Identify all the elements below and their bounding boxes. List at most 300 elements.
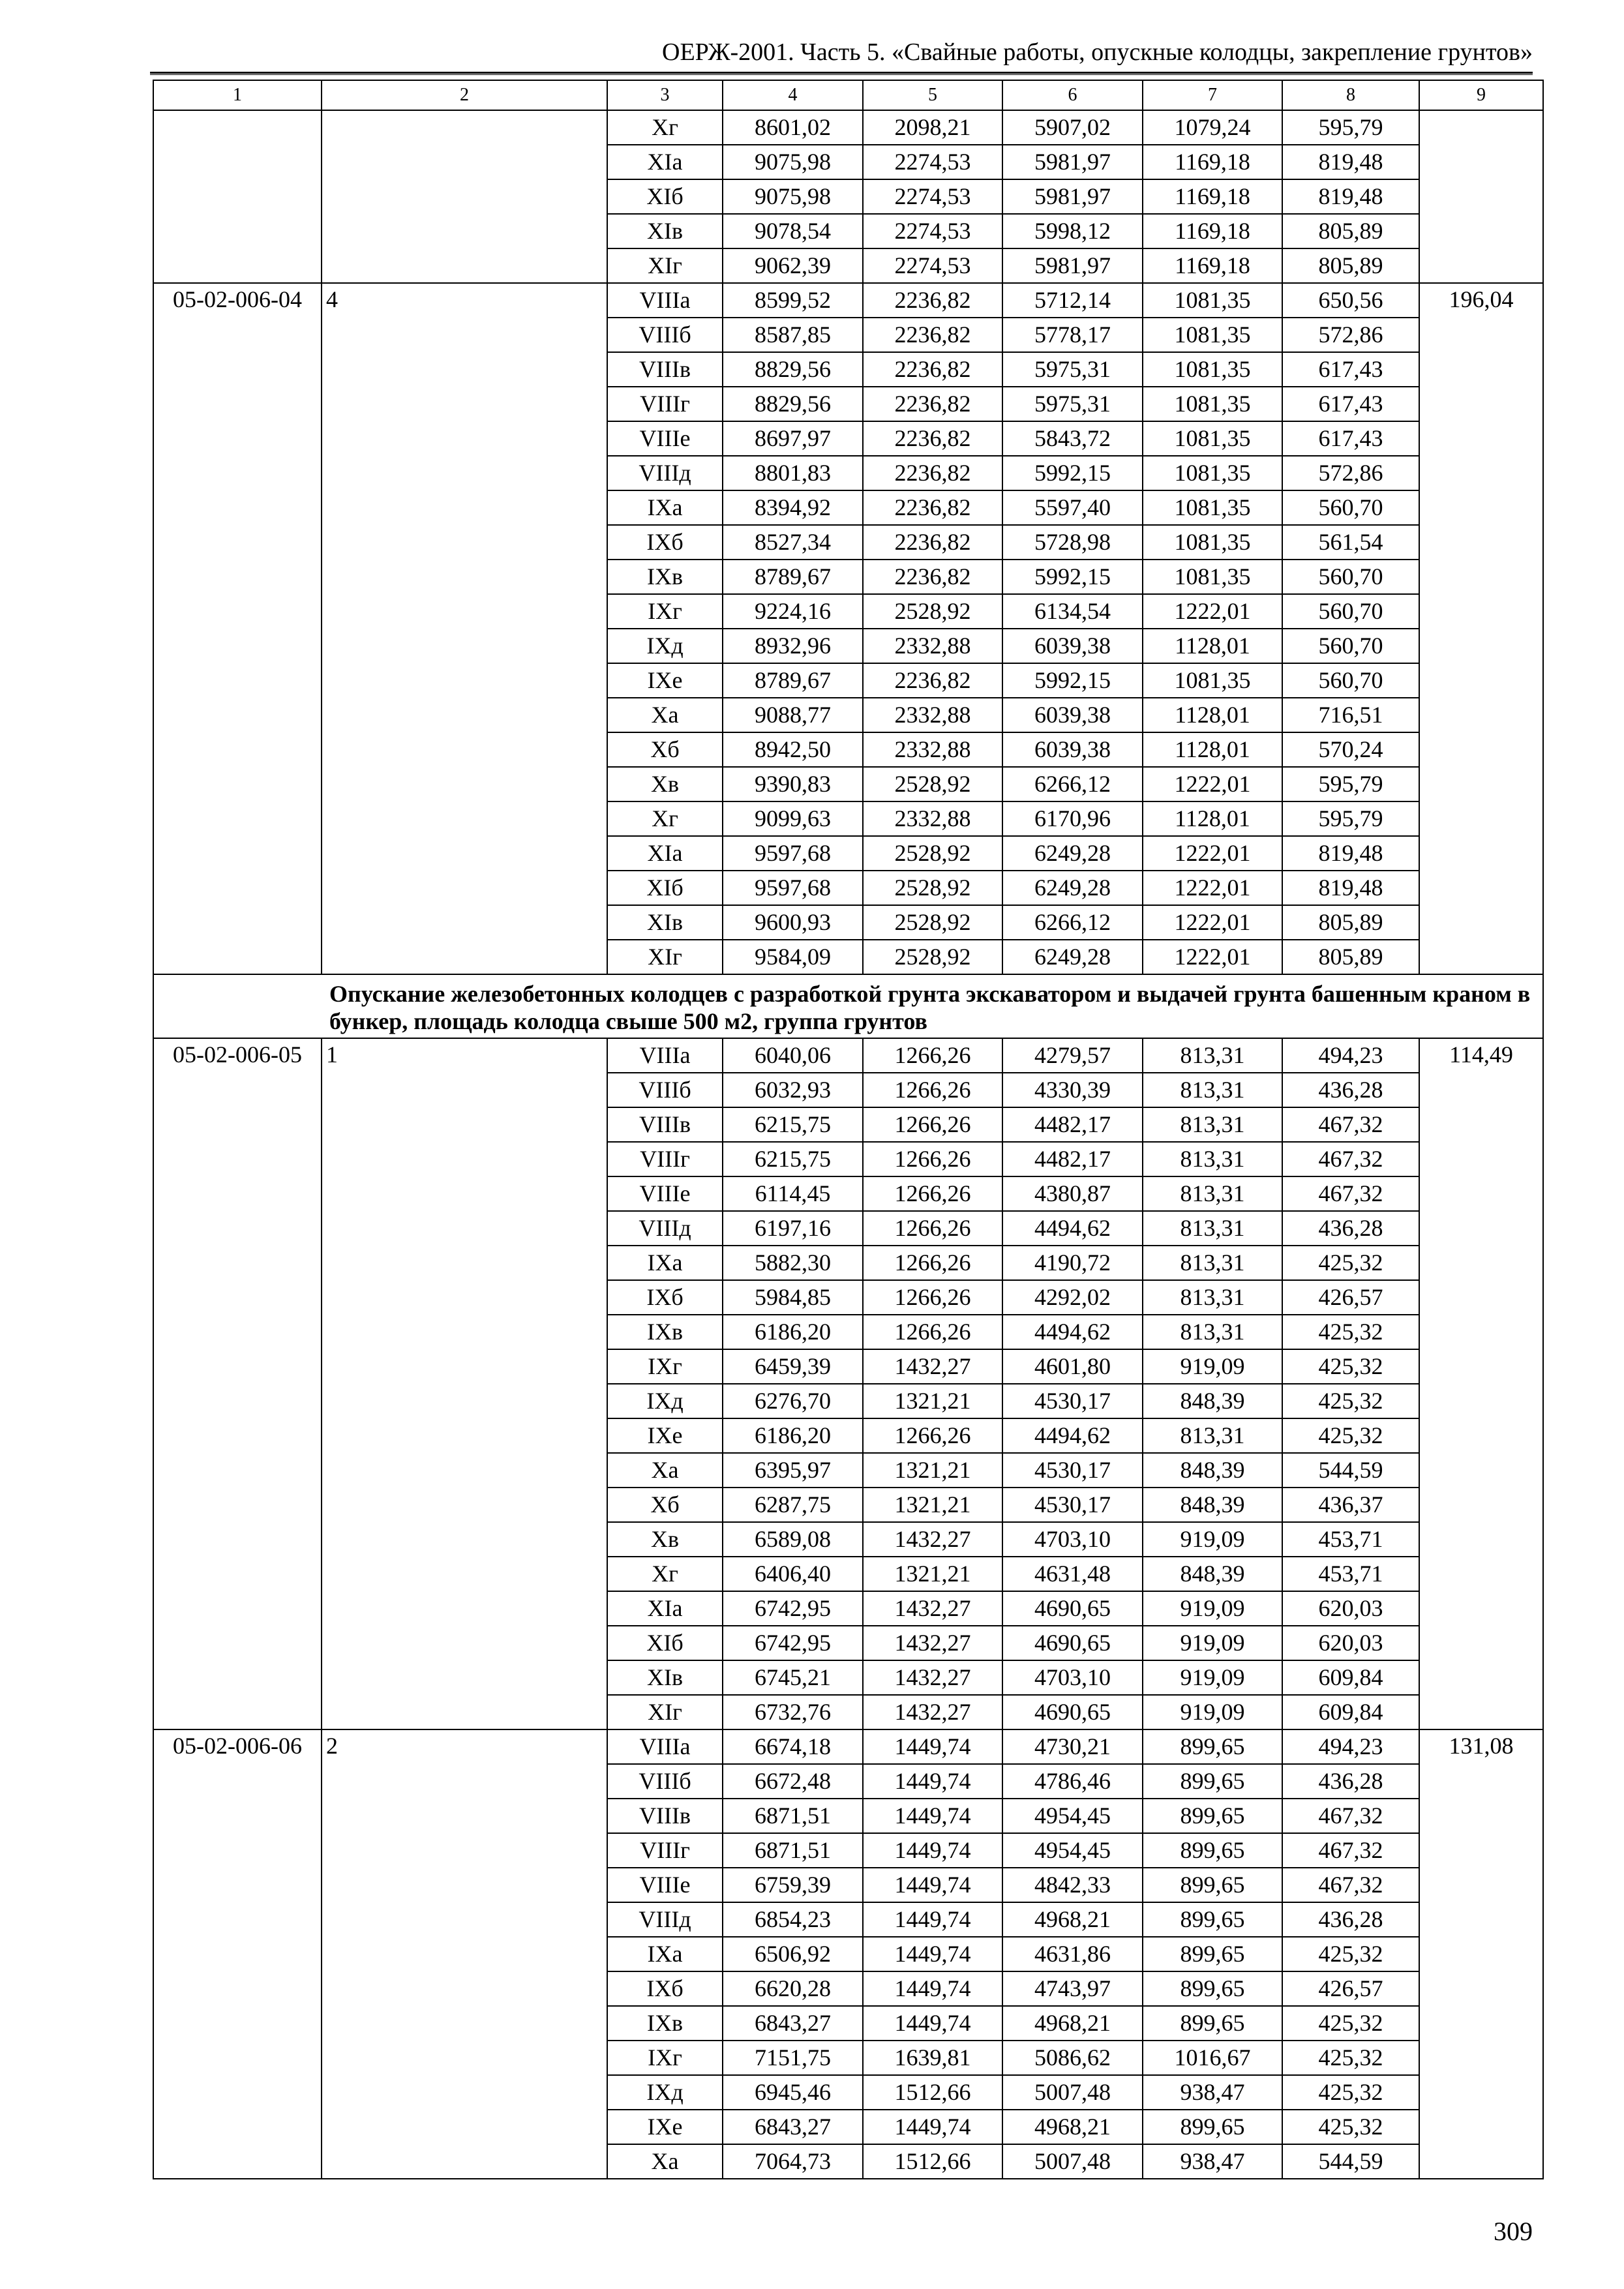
zone-cell: VIIIв	[607, 1107, 723, 1142]
total-cost-cell: 8829,56	[723, 352, 863, 387]
zone-cell: XIв	[607, 214, 723, 248]
materials-cost-cell: 426,57	[1282, 1971, 1419, 2006]
zone-cell: Xг	[607, 110, 723, 145]
machine-cost-cell: 4743,97	[1002, 1971, 1143, 2006]
labor-cost-cell: 2236,82	[863, 560, 1002, 594]
materials-cost-cell: 595,79	[1282, 801, 1419, 836]
operator-wage-cell: 919,09	[1143, 1660, 1282, 1695]
operator-wage-cell: 1222,01	[1143, 905, 1282, 940]
materials-cost-cell: 425,32	[1282, 1937, 1419, 1971]
soil-group	[322, 110, 607, 283]
column-number: 8	[1282, 80, 1419, 110]
zone-cell: VIIIе	[607, 1176, 723, 1211]
operator-wage-cell: 1128,01	[1143, 801, 1282, 836]
materials-cost-cell: 425,32	[1282, 2041, 1419, 2075]
operator-wage-cell: 899,65	[1143, 1729, 1282, 1764]
total-cost-cell: 8829,56	[723, 387, 863, 421]
labor-hours-cell: 114,49	[1419, 1038, 1543, 1729]
labor-cost-cell: 1449,74	[863, 1971, 1002, 2006]
total-cost-cell: 6215,75	[723, 1142, 863, 1176]
zone-cell: IXе	[607, 663, 723, 698]
labor-cost-cell: 2274,53	[863, 248, 1002, 283]
operator-wage-cell: 1081,35	[1143, 387, 1282, 421]
total-cost-cell: 9078,54	[723, 214, 863, 248]
materials-cost-cell: 467,32	[1282, 1107, 1419, 1142]
zone-cell: XIа	[607, 145, 723, 179]
total-cost-cell: 6945,46	[723, 2075, 863, 2110]
machine-cost-cell: 4730,21	[1002, 1729, 1143, 1764]
total-cost-cell: 6732,76	[723, 1695, 863, 1729]
labor-cost-cell: 1449,74	[863, 2006, 1002, 2041]
total-cost-cell: 8789,67	[723, 663, 863, 698]
materials-cost-cell: 425,32	[1282, 2075, 1419, 2110]
column-number: 9	[1419, 80, 1543, 110]
labor-cost-cell: 1449,74	[863, 1937, 1002, 1971]
zone-cell: VIIIе	[607, 1868, 723, 1902]
zone-cell: IXб	[607, 525, 723, 560]
materials-cost-cell: 560,70	[1282, 629, 1419, 663]
zone-cell: XIг	[607, 940, 723, 974]
materials-cost-cell: 819,48	[1282, 836, 1419, 871]
total-cost-cell: 5984,85	[723, 1280, 863, 1315]
zone-cell: VIIIд	[607, 1211, 723, 1246]
operator-wage-cell: 919,09	[1143, 1522, 1282, 1557]
total-cost-cell: 6406,40	[723, 1557, 863, 1591]
zone-cell: IXд	[607, 2075, 723, 2110]
materials-cost-cell: 561,54	[1282, 525, 1419, 560]
machine-cost-cell: 5981,97	[1002, 145, 1143, 179]
labor-cost-cell: 2236,82	[863, 352, 1002, 387]
operator-wage-cell: 813,31	[1143, 1246, 1282, 1280]
zone-cell: IXб	[607, 1971, 723, 2006]
labor-cost-cell: 1321,21	[863, 1557, 1002, 1591]
zone-cell: Xа	[607, 2144, 723, 2179]
machine-cost-cell: 6039,38	[1002, 732, 1143, 767]
materials-cost-cell: 609,84	[1282, 1695, 1419, 1729]
zone-cell: IXа	[607, 490, 723, 525]
rate-code: 05-02-006-06	[153, 1729, 322, 2179]
zone-cell: Xг	[607, 801, 723, 836]
machine-cost-cell: 4601,80	[1002, 1349, 1143, 1384]
materials-cost-cell: 467,32	[1282, 1799, 1419, 1833]
labor-cost-cell: 1432,27	[863, 1349, 1002, 1384]
operator-wage-cell: 899,65	[1143, 1937, 1282, 1971]
machine-cost-cell: 5728,98	[1002, 525, 1143, 560]
zone-cell: VIIIе	[607, 421, 723, 456]
total-cost-cell: 6186,20	[723, 1418, 863, 1453]
materials-cost-cell: 436,28	[1282, 1073, 1419, 1107]
zone-cell: Xа	[607, 1453, 723, 1488]
operator-wage-cell: 899,65	[1143, 1902, 1282, 1937]
labor-cost-cell: 1449,74	[863, 1868, 1002, 1902]
operator-wage-cell: 813,31	[1143, 1315, 1282, 1349]
labor-cost-cell: 1266,26	[863, 1315, 1002, 1349]
labor-cost-cell: 2332,88	[863, 629, 1002, 663]
zone-cell: XIб	[607, 179, 723, 214]
zone-cell: XIг	[607, 1695, 723, 1729]
column-number: 3	[607, 80, 723, 110]
total-cost-cell: 6620,28	[723, 1971, 863, 2006]
labor-cost-cell: 1266,26	[863, 1038, 1002, 1073]
total-cost-cell: 6276,70	[723, 1384, 863, 1418]
machine-cost-cell: 4482,17	[1002, 1107, 1143, 1142]
column-number: 2	[322, 80, 607, 110]
zone-cell: VIIIг	[607, 1142, 723, 1176]
total-cost-cell: 6672,48	[723, 1764, 863, 1799]
labor-cost-cell: 2332,88	[863, 801, 1002, 836]
total-cost-cell: 8697,97	[723, 421, 863, 456]
total-cost-cell: 9597,68	[723, 836, 863, 871]
materials-cost-cell: 425,32	[1282, 1246, 1419, 1280]
materials-cost-cell: 560,70	[1282, 594, 1419, 629]
zone-cell: VIIIб	[607, 318, 723, 352]
labor-cost-cell: 1449,74	[863, 2110, 1002, 2144]
machine-cost-cell: 4482,17	[1002, 1142, 1143, 1176]
materials-cost-cell: 620,03	[1282, 1626, 1419, 1660]
operator-wage-cell: 848,39	[1143, 1557, 1282, 1591]
machine-cost-cell: 4190,72	[1002, 1246, 1143, 1280]
zone-cell: IXб	[607, 1280, 723, 1315]
machine-cost-cell: 4279,57	[1002, 1038, 1143, 1073]
machine-cost-cell: 4690,65	[1002, 1626, 1143, 1660]
operator-wage-cell: 1128,01	[1143, 732, 1282, 767]
total-cost-cell: 9600,93	[723, 905, 863, 940]
operator-wage-cell: 813,31	[1143, 1073, 1282, 1107]
materials-cost-cell: 805,89	[1282, 214, 1419, 248]
total-cost-cell: 6197,16	[723, 1211, 863, 1246]
zone-cell: VIIIб	[607, 1073, 723, 1107]
labor-cost-cell: 2528,92	[863, 940, 1002, 974]
machine-cost-cell: 4968,21	[1002, 2110, 1143, 2144]
table-row	[153, 1038, 1543, 1073]
machine-cost-cell: 5992,15	[1002, 560, 1143, 594]
operator-wage-cell: 813,31	[1143, 1280, 1282, 1315]
table-body	[153, 80, 1543, 2179]
operator-wage-cell: 1222,01	[1143, 594, 1282, 629]
machine-cost-cell: 5007,48	[1002, 2144, 1143, 2179]
total-cost-cell: 6186,20	[723, 1315, 863, 1349]
machine-cost-cell: 4968,21	[1002, 2006, 1143, 2041]
zone-cell: XIб	[607, 871, 723, 905]
materials-cost-cell: 595,79	[1282, 767, 1419, 801]
operator-wage-cell: 899,65	[1143, 1833, 1282, 1868]
total-cost-cell: 6742,95	[723, 1591, 863, 1626]
zone-cell: IXа	[607, 1246, 723, 1280]
operator-wage-cell: 848,39	[1143, 1384, 1282, 1418]
operator-wage-cell: 919,09	[1143, 1349, 1282, 1384]
table-row	[153, 110, 1543, 145]
materials-cost-cell: 620,03	[1282, 1591, 1419, 1626]
soil-group: 4	[322, 283, 607, 974]
materials-cost-cell: 436,37	[1282, 1488, 1419, 1522]
labor-cost-cell: 2236,82	[863, 525, 1002, 560]
machine-cost-cell: 4968,21	[1002, 1902, 1143, 1937]
machine-cost-cell: 4631,86	[1002, 1937, 1143, 1971]
total-cost-cell: 6040,06	[723, 1038, 863, 1073]
operator-wage-cell: 1079,24	[1143, 110, 1282, 145]
operator-wage-cell: 1081,35	[1143, 283, 1282, 318]
zone-cell: VIIIд	[607, 456, 723, 490]
zone-cell: IXа	[607, 1937, 723, 1971]
machine-cost-cell: 5712,14	[1002, 283, 1143, 318]
materials-cost-cell: 617,43	[1282, 352, 1419, 387]
machine-cost-cell: 4530,17	[1002, 1453, 1143, 1488]
labor-cost-cell: 1432,27	[863, 1591, 1002, 1626]
zone-cell: IXд	[607, 629, 723, 663]
total-cost-cell: 6459,39	[723, 1349, 863, 1384]
labor-cost-cell: 1266,26	[863, 1073, 1002, 1107]
materials-cost-cell: 436,28	[1282, 1764, 1419, 1799]
materials-cost-cell: 425,32	[1282, 2110, 1419, 2144]
zone-cell: VIIIд	[607, 1902, 723, 1937]
machine-cost-cell: 5597,40	[1002, 490, 1143, 525]
materials-cost-cell: 560,70	[1282, 560, 1419, 594]
labor-cost-cell: 1432,27	[863, 1695, 1002, 1729]
total-cost-cell: 8789,67	[723, 560, 863, 594]
machine-cost-cell: 4842,33	[1002, 1868, 1143, 1902]
operator-wage-cell: 1222,01	[1143, 940, 1282, 974]
operator-wage-cell: 813,31	[1143, 1142, 1282, 1176]
operator-wage-cell: 848,39	[1143, 1488, 1282, 1522]
operator-wage-cell: 813,31	[1143, 1418, 1282, 1453]
rate-code: 05-02-006-04	[153, 283, 322, 974]
labor-cost-cell: 1266,26	[863, 1142, 1002, 1176]
zone-cell: Xб	[607, 1488, 723, 1522]
materials-cost-cell: 467,32	[1282, 1142, 1419, 1176]
total-cost-cell: 8932,96	[723, 629, 863, 663]
materials-cost-cell: 716,51	[1282, 698, 1419, 732]
total-cost-cell: 7064,73	[723, 2144, 863, 2179]
rate-code: 05-02-006-05	[153, 1038, 322, 1729]
materials-cost-cell: 617,43	[1282, 421, 1419, 456]
machine-cost-cell: 4330,39	[1002, 1073, 1143, 1107]
machine-cost-cell: 4690,65	[1002, 1591, 1143, 1626]
labor-cost-cell: 1266,26	[863, 1211, 1002, 1246]
operator-wage-cell: 1222,01	[1143, 767, 1282, 801]
section-row	[153, 974, 1543, 1038]
zone-cell: XIб	[607, 1626, 723, 1660]
operator-wage-cell: 1169,18	[1143, 145, 1282, 179]
labor-cost-cell: 2236,82	[863, 318, 1002, 352]
machine-cost-cell: 4380,87	[1002, 1176, 1143, 1211]
machine-cost-cell: 4954,45	[1002, 1833, 1143, 1868]
materials-cost-cell: 609,84	[1282, 1660, 1419, 1695]
labor-cost-cell: 2528,92	[863, 594, 1002, 629]
labor-cost-cell: 1432,27	[863, 1660, 1002, 1695]
materials-cost-cell: 426,57	[1282, 1280, 1419, 1315]
zone-cell: VIIIб	[607, 1764, 723, 1799]
operator-wage-cell: 1222,01	[1143, 836, 1282, 871]
machine-cost-cell: 5843,72	[1002, 421, 1143, 456]
materials-cost-cell: 425,32	[1282, 1418, 1419, 1453]
labor-cost-cell: 1266,26	[863, 1418, 1002, 1453]
machine-cost-cell: 5007,48	[1002, 2075, 1143, 2110]
labor-cost-cell: 1512,66	[863, 2144, 1002, 2179]
zone-cell: IXв	[607, 1315, 723, 1349]
zone-cell: Xб	[607, 732, 723, 767]
machine-cost-cell: 4494,62	[1002, 1211, 1143, 1246]
total-cost-cell: 9088,77	[723, 698, 863, 732]
total-cost-cell: 6114,45	[723, 1176, 863, 1211]
materials-cost-cell: 805,89	[1282, 248, 1419, 283]
operator-wage-cell: 813,31	[1143, 1107, 1282, 1142]
column-number: 7	[1143, 80, 1282, 110]
labor-cost-cell: 1449,74	[863, 1764, 1002, 1799]
total-cost-cell: 6745,21	[723, 1660, 863, 1695]
materials-cost-cell: 544,59	[1282, 1453, 1419, 1488]
soil-group: 2	[322, 1729, 607, 2179]
total-cost-cell: 6871,51	[723, 1833, 863, 1868]
total-cost-cell: 8587,85	[723, 318, 863, 352]
machine-cost-cell: 5086,62	[1002, 2041, 1143, 2075]
materials-cost-cell: 805,89	[1282, 905, 1419, 940]
operator-wage-cell: 1081,35	[1143, 525, 1282, 560]
machine-cost-cell: 6039,38	[1002, 629, 1143, 663]
total-cost-cell: 9075,98	[723, 179, 863, 214]
labor-cost-cell: 2236,82	[863, 387, 1002, 421]
operator-wage-cell: 848,39	[1143, 1453, 1282, 1488]
machine-cost-cell: 6249,28	[1002, 940, 1143, 974]
materials-cost-cell: 425,32	[1282, 1384, 1419, 1418]
materials-cost-cell: 467,32	[1282, 1176, 1419, 1211]
machine-cost-cell: 6266,12	[1002, 905, 1143, 940]
machine-cost-cell: 5907,02	[1002, 110, 1143, 145]
operator-wage-cell: 1081,35	[1143, 490, 1282, 525]
materials-cost-cell: 560,70	[1282, 490, 1419, 525]
labor-cost-cell: 2332,88	[863, 698, 1002, 732]
labor-cost-cell: 2274,53	[863, 214, 1002, 248]
labor-cost-cell: 2274,53	[863, 179, 1002, 214]
zone-cell: XIа	[607, 836, 723, 871]
operator-wage-cell: 1081,35	[1143, 318, 1282, 352]
zone-cell: IXе	[607, 1418, 723, 1453]
section-title: Опускание железобетонных колодцев с разработкой грунта экскаватором и выдачей грунта башенным краном в бункер, площадь колодца свыше 500 м2, группа грунтов	[322, 974, 1543, 1038]
operator-wage-cell: 1169,18	[1143, 214, 1282, 248]
materials-cost-cell: 467,32	[1282, 1868, 1419, 1902]
operator-wage-cell: 1128,01	[1143, 698, 1282, 732]
operator-wage-cell: 938,47	[1143, 2144, 1282, 2179]
labor-cost-cell: 1321,21	[863, 1384, 1002, 1418]
zone-cell: XIа	[607, 1591, 723, 1626]
materials-cost-cell: 617,43	[1282, 387, 1419, 421]
labor-cost-cell: 2528,92	[863, 836, 1002, 871]
labor-cost-cell: 1266,26	[863, 1107, 1002, 1142]
operator-wage-cell: 1128,01	[1143, 629, 1282, 663]
zone-cell: IXв	[607, 2006, 723, 2041]
materials-cost-cell: 494,23	[1282, 1038, 1419, 1073]
labor-cost-cell: 2236,82	[863, 283, 1002, 318]
machine-cost-cell: 5975,31	[1002, 387, 1143, 421]
operator-wage-cell: 813,31	[1143, 1211, 1282, 1246]
total-cost-cell: 6215,75	[723, 1107, 863, 1142]
materials-cost-cell: 819,48	[1282, 145, 1419, 179]
materials-cost-cell: 436,28	[1282, 1211, 1419, 1246]
zone-cell: IXг	[607, 1349, 723, 1384]
total-cost-cell: 8801,83	[723, 456, 863, 490]
zone-cell: Xв	[607, 767, 723, 801]
section-blank-cell	[153, 974, 322, 1038]
zone-cell: XIв	[607, 1660, 723, 1695]
total-cost-cell: 9584,09	[723, 940, 863, 974]
column-number: 1	[153, 80, 322, 110]
labor-cost-cell: 1321,21	[863, 1488, 1002, 1522]
labor-cost-cell: 1449,74	[863, 1902, 1002, 1937]
materials-cost-cell: 436,28	[1282, 1902, 1419, 1937]
total-cost-cell: 8601,02	[723, 110, 863, 145]
operator-wage-cell: 899,65	[1143, 1799, 1282, 1833]
materials-cost-cell: 425,32	[1282, 1315, 1419, 1349]
operator-wage-cell: 1081,35	[1143, 421, 1282, 456]
total-cost-cell: 9099,63	[723, 801, 863, 836]
table-row	[153, 283, 1543, 318]
total-cost-cell: 8394,92	[723, 490, 863, 525]
machine-cost-cell: 4292,02	[1002, 1280, 1143, 1315]
zone-cell: VIIIв	[607, 1799, 723, 1833]
labor-cost-cell: 2274,53	[863, 145, 1002, 179]
labor-cost-cell: 1266,26	[863, 1176, 1002, 1211]
labor-cost-cell: 1266,26	[863, 1280, 1002, 1315]
operator-wage-cell: 1081,35	[1143, 352, 1282, 387]
machine-cost-cell: 4530,17	[1002, 1384, 1143, 1418]
materials-cost-cell: 425,32	[1282, 2006, 1419, 2041]
page-number: 309	[1494, 2217, 1533, 2246]
labor-hours-cell: 196,04	[1419, 283, 1543, 974]
total-cost-cell: 9390,83	[723, 767, 863, 801]
machine-cost-cell: 4530,17	[1002, 1488, 1143, 1522]
operator-wage-cell: 899,65	[1143, 1764, 1282, 1799]
machine-cost-cell: 5992,15	[1002, 456, 1143, 490]
labor-cost-cell: 2528,92	[863, 905, 1002, 940]
operator-wage-cell: 1169,18	[1143, 179, 1282, 214]
total-cost-cell: 5882,30	[723, 1246, 863, 1280]
labor-cost-cell: 2236,82	[863, 490, 1002, 525]
machine-cost-cell: 5992,15	[1002, 663, 1143, 698]
operator-wage-cell: 1016,67	[1143, 2041, 1282, 2075]
total-cost-cell: 6589,08	[723, 1522, 863, 1557]
labor-cost-cell: 1266,26	[863, 1246, 1002, 1280]
total-cost-cell: 8942,50	[723, 732, 863, 767]
total-cost-cell: 6395,97	[723, 1453, 863, 1488]
machine-cost-cell: 4631,48	[1002, 1557, 1143, 1591]
labor-cost-cell: 2528,92	[863, 767, 1002, 801]
operator-wage-cell: 938,47	[1143, 2075, 1282, 2110]
machine-cost-cell: 4494,62	[1002, 1315, 1143, 1349]
rate-code	[153, 110, 322, 283]
operator-wage-cell: 1081,35	[1143, 456, 1282, 490]
total-cost-cell: 6674,18	[723, 1729, 863, 1764]
machine-cost-cell: 5778,17	[1002, 318, 1143, 352]
zone-cell: XIг	[607, 248, 723, 283]
materials-cost-cell: 453,71	[1282, 1522, 1419, 1557]
materials-cost-cell: 819,48	[1282, 871, 1419, 905]
machine-cost-cell: 6266,12	[1002, 767, 1143, 801]
machine-cost-cell: 4494,62	[1002, 1418, 1143, 1453]
total-cost-cell: 6843,27	[723, 2006, 863, 2041]
zone-cell: IXв	[607, 560, 723, 594]
zone-cell: IXг	[607, 594, 723, 629]
materials-cost-cell: 425,32	[1282, 1349, 1419, 1384]
operator-wage-cell: 899,65	[1143, 1868, 1282, 1902]
labor-cost-cell: 2098,21	[863, 110, 1002, 145]
zone-cell: Xа	[607, 698, 723, 732]
materials-cost-cell: 572,86	[1282, 456, 1419, 490]
operator-wage-cell: 899,65	[1143, 2006, 1282, 2041]
zone-cell: VIIIг	[607, 387, 723, 421]
machine-cost-cell: 4786,46	[1002, 1764, 1143, 1799]
zone-cell: XIв	[607, 905, 723, 940]
operator-wage-cell: 899,65	[1143, 2110, 1282, 2144]
labor-cost-cell: 2332,88	[863, 732, 1002, 767]
